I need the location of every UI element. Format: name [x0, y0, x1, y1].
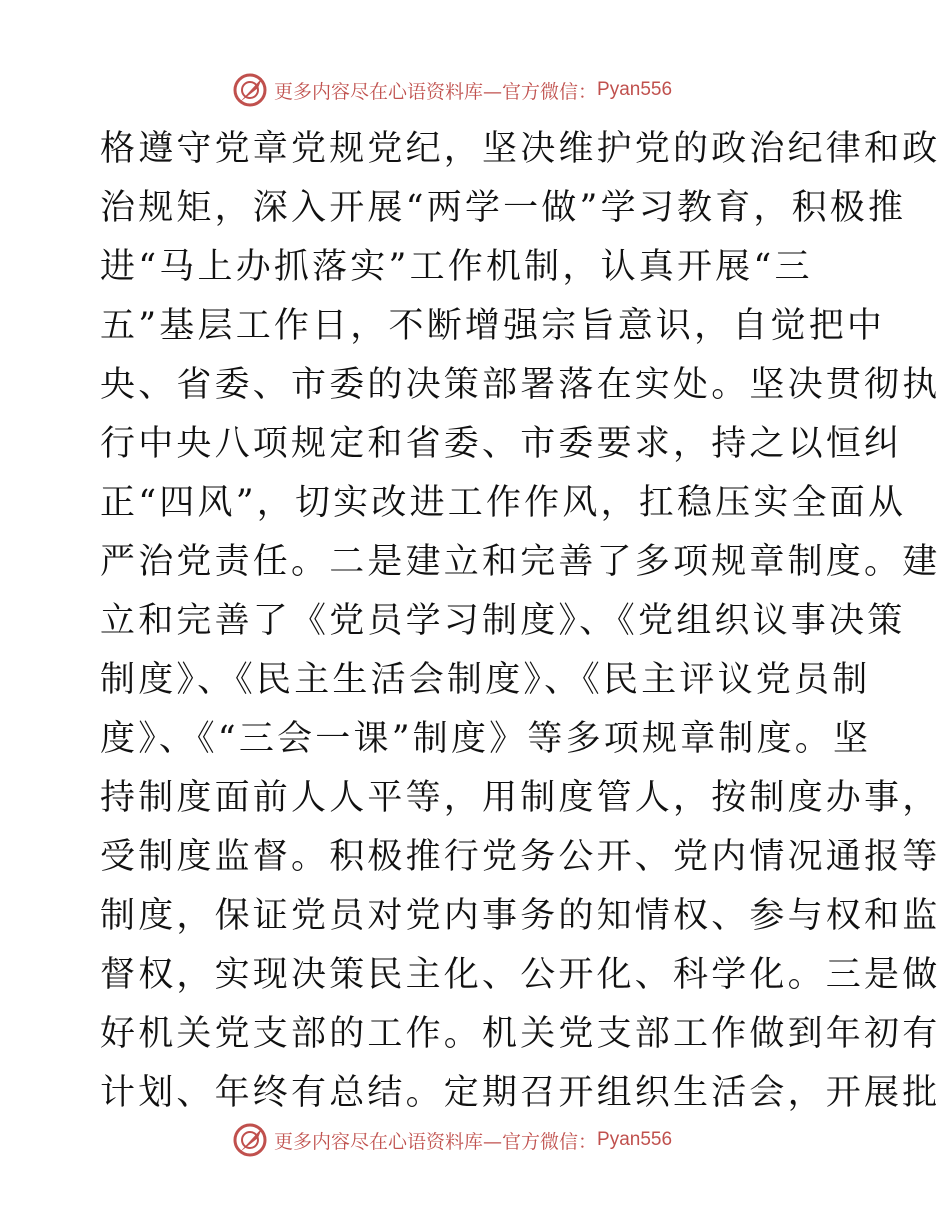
body-line: 计划、年终有总结。定期召开组织生活会，开展批	[100, 1073, 941, 1113]
body-line: 立和完善了《党员学习制度》、《党组织议事决策	[100, 601, 906, 641]
footer-banner	[232, 1120, 732, 1160]
body-line: 五”基层工作日，不断增强宗旨意识，自觉把中	[100, 306, 886, 346]
body-line: 好机关党支部的工作。机关党支部工作做到年初有	[100, 1014, 941, 1054]
header-banner-text: 更多内容尽在心语资料库—官方微信：	[274, 80, 598, 103]
body-line: 督权，实现决策民主化、公开化、科学化。三是做	[100, 955, 941, 995]
body-line: 格遵守党章党规党纪，坚决维护党的政治纪律和政	[100, 129, 941, 169]
body-line: 制度》、《民主生活会制度》、《民主评议党员制	[100, 660, 871, 700]
header-banner	[232, 70, 732, 110]
body-line: 治规矩，深入开展“两学一做”学习教育，积极推	[100, 188, 907, 228]
footer-banner-text: 更多内容尽在心语资料库—官方微信：	[274, 1130, 598, 1153]
body-line: 度》、《“三会一课”制度》等多项规章制度。坚	[100, 719, 872, 759]
body-line: 正“四风”，切实改进工作作风，扛稳压实全面从	[100, 483, 907, 523]
quill-logo-icon	[232, 72, 268, 108]
body-line: 行中央八项规定和省委、市委要求，持之以恒纠	[100, 424, 903, 464]
body-line: 持制度面前人人平等，用制度管人，按制度办事，	[100, 778, 941, 818]
body-line: 央、省委、市委的决策部署落在实处。坚决贯彻执	[100, 365, 941, 405]
footer-banner-wechat-id: Pyan556	[597, 1129, 673, 1150]
quill-logo-icon	[232, 1122, 268, 1158]
body-line: 进“马上办抓落实”工作机制，认真开展“三	[100, 247, 813, 287]
body-line: 制度，保证党员对党内事务的知情权、参与权和监	[100, 896, 941, 936]
body-line: 严治党责任。二是建立和完善了多项规章制度。建	[100, 542, 941, 582]
body-line: 受制度监督。积极推行党务公开、党内情况通报等	[100, 837, 941, 877]
header-banner-wechat-id: Pyan556	[597, 79, 673, 100]
